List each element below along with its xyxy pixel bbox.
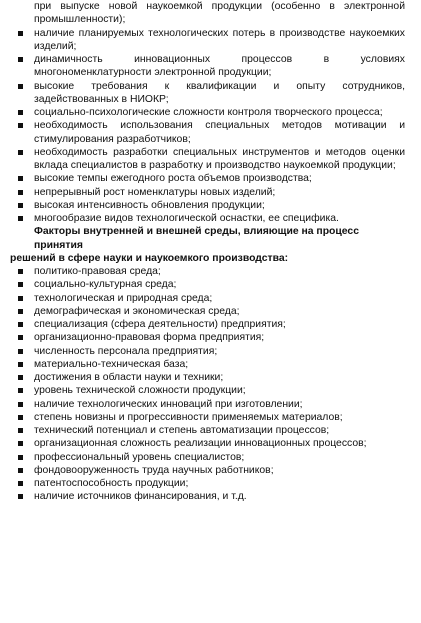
- bullet-icon: [18, 455, 23, 460]
- bullet-icon: [18, 428, 23, 433]
- list-item-text: наличие технологических инноваций при изготовлении;: [34, 398, 303, 410]
- list-item: [10, 53, 405, 80]
- list-item: [10, 172, 405, 185]
- list-item: [10, 106, 405, 119]
- bullet-icon: [18, 322, 23, 327]
- list-item-text: технологическая и природная среда;: [34, 292, 213, 304]
- list-item-text: социально-психологические сложности контроля творческого процесса;: [34, 107, 383, 118]
- list-item: [10, 199, 405, 212]
- bullet-icon: [18, 57, 23, 62]
- heading-line-1: Факторы внутренней и внешней среды, влияющие на процесс принятия: [34, 226, 359, 251]
- bullet-icon: [18, 110, 23, 115]
- list-item: [10, 437, 405, 450]
- bullet-icon: [18, 388, 23, 393]
- list-item: [10, 398, 405, 411]
- list-item-text: многообразие видов технологической оснастки, ее специфика.: [34, 213, 339, 224]
- list-item-text: патентоспособность продукции;: [34, 478, 189, 489]
- list-item: [10, 0, 405, 27]
- list-item: [10, 424, 405, 437]
- list-item-text: материально-техническая база;: [34, 358, 189, 370]
- bullet-icon: [18, 362, 23, 367]
- list-item: [10, 411, 405, 424]
- list-item: [10, 331, 405, 344]
- list-item: [10, 80, 405, 107]
- list-item: [10, 345, 405, 358]
- list-item: [10, 265, 405, 278]
- section-heading: [10, 225, 405, 265]
- bullet-icon: [18, 176, 23, 181]
- list-item: [10, 212, 405, 225]
- list-item-text: политико-правовая среда;: [34, 266, 161, 277]
- list-item-text: необходимость использования специальных методов мотивации и стимулирования разработчиков;: [34, 120, 405, 145]
- list-item-text: социально-культурная среда;: [34, 279, 177, 291]
- bullet-icon: [18, 84, 23, 89]
- list-item-text: высокие требования к квалификации и опыту сотрудников, задействованных в НИОКР;: [34, 80, 405, 105]
- list-item-text: специализация (сфера деятельности) предприятия;: [34, 319, 286, 330]
- list-item-text: степень новизны и прогрессивности применяемых материалов;: [34, 411, 343, 423]
- list-item: [10, 451, 405, 464]
- list-item: [10, 305, 405, 318]
- list-item: [10, 464, 405, 477]
- bullet-icon: [18, 375, 23, 380]
- bullet-icon: [18, 441, 23, 446]
- list-item-text: организационно-правовая форма предприятия;: [34, 332, 265, 344]
- list-item-text: фондовооруженность труда научных работников;: [34, 464, 274, 476]
- bullet-icon: [18, 468, 23, 473]
- list-item-text: достижения в области науки и техники;: [34, 372, 224, 383]
- list-item-text: динамичность инновационных процессов в условиях многономенклатурности электронной продукции;: [34, 54, 405, 79]
- list-item: [10, 358, 405, 371]
- bullet-icon: [18, 402, 23, 407]
- bullet-icon: [18, 349, 23, 354]
- bullet-icon: [18, 282, 23, 287]
- list-item: [10, 318, 405, 331]
- list-item-text: высокие темпы ежегодного роста объемов производства;: [34, 173, 312, 185]
- list-item-text: наличие источников финансирования, и т.д.: [34, 491, 247, 503]
- bullet-icon: [18, 494, 23, 499]
- heading-line-2: решений в сфере науки и наукоемкого производства:: [10, 252, 289, 264]
- list-item: [10, 384, 405, 397]
- list-item-text: непрерывный рост номенклатуры новых изделий;: [34, 186, 276, 198]
- list-item-text: численность персонала предприятия;: [34, 345, 218, 357]
- bullet-icon: [18, 150, 23, 155]
- list-item: [10, 292, 405, 305]
- list-item: [10, 27, 405, 54]
- bullet-icon: [18, 309, 23, 314]
- bullet-icon: [18, 415, 23, 420]
- list-item-text: профессиональный уровень специалистов;: [34, 451, 245, 463]
- list-item: [10, 186, 405, 199]
- bullet-icon: [18, 481, 23, 486]
- list-item-text: демографическая и экономическая среда;: [34, 305, 240, 317]
- list-item-text: уровень технической сложности продукции;: [34, 385, 246, 397]
- bullet-icon: [18, 216, 23, 221]
- list-item-text: высокая интенсивность обновления продукции;: [34, 199, 265, 211]
- list-item-text: технический потенциал и степень автоматизации процессов;: [34, 425, 330, 436]
- list-item: [10, 477, 405, 490]
- list-item: [10, 490, 405, 503]
- bullet-icon: [18, 190, 23, 195]
- list-item: [10, 146, 405, 173]
- bullet-icon: [18, 31, 23, 36]
- bullet-icon: [18, 203, 23, 208]
- bullet-icon: [18, 296, 23, 301]
- bullet-icon: [18, 335, 23, 340]
- list-item: [10, 278, 405, 291]
- environment-factors-list: [10, 265, 405, 504]
- bullet-icon: [18, 123, 23, 128]
- factors-list-continued: [10, 0, 405, 225]
- list-item-text: организационная сложность реализации инновационных процессов;: [34, 438, 367, 450]
- list-item: [10, 119, 405, 146]
- list-item-text: наличие планируемых технологических потерь в производстве наукоемких изделий;: [34, 27, 405, 52]
- list-item: [10, 371, 405, 384]
- list-item-text: при выпуске новой наукоемкой продукции (особенно в электронной промышленности);: [34, 1, 405, 26]
- list-item-text: необходимость разработки специальных инструментов и методов оценки вклада специалистов в разработку и производство наукоемкой продукции;: [34, 146, 405, 171]
- bullet-icon: [18, 269, 23, 274]
